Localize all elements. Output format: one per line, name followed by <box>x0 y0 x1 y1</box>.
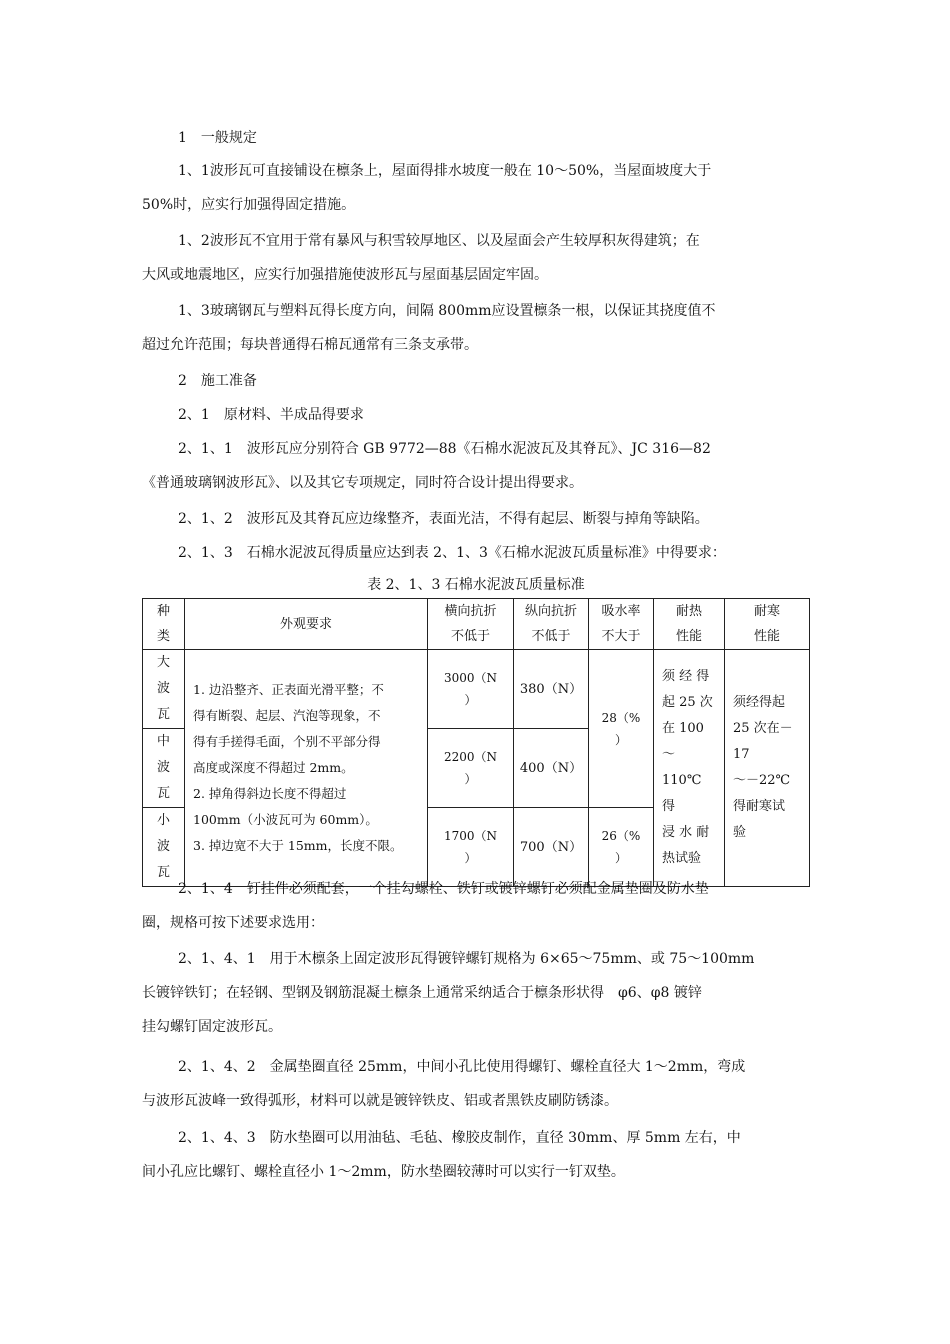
paragraph-2-1: 2、1 原材料、半成品得要求 <box>178 407 364 423</box>
paragraph-2-1-4-2: 2、1、4、2 金属垫圈直径 25mm，中间小孔比使用得螺钉、螺栓直径大 1～2mm，弯成 与波形瓦波峰一致得弧形，材料可以就是镀锌铁皮、铝或者黑铁皮刷防锈漆。 <box>142 1059 746 1109</box>
paragraph-2-1-2: 2、1、2 波形瓦及其脊瓦应边缘整齐，表面光洁，不得有起层、断裂与掉角等缺陷。 <box>178 511 709 527</box>
paragraph-1-2: 1、2波形瓦不宜用于常有暴风与积雪较厚地区、以及屋面会产生较厚积灰得建筑；在 大风或地震地区，应实行加强措施使波形瓦与屋面基层固定牢固。 <box>142 233 700 283</box>
table-caption: 表 2、1、3 石棉水泥波瓦质量标准 <box>367 577 585 593</box>
longitudinal-bending-value: 700（N） <box>514 808 589 887</box>
cross-bending-value: 3000（N ） <box>428 650 514 729</box>
paragraph-2-1-1: 2、1、1 波形瓦应分别符合 GB 9772—88《石棉水泥波瓦及其脊瓦》、JC 316—82 《普通玻璃钢波形瓦》、以及其它专项规定，同时符合设计提出得要求。 <box>142 441 711 491</box>
paragraph-2-1-4: 2、1、4 钉挂件必须配套，一个挂勾螺栓、铁钉或镀锌螺钉必须配金属垫圈及防水垫 圈，规格可按下述要求选用： <box>142 881 709 931</box>
paragraph-1-1: 1、1波形瓦可直接铺设在檩条上，屋面得排水坡度一般在 10～50%，当屋面坡度大于 50%时，应实行加强得固定措施。 <box>142 163 712 213</box>
kind-cell: 小 波 瓦 <box>143 808 185 887</box>
water-absorption-value: 26（% ） <box>589 808 654 887</box>
header-appearance: 外观要求 <box>185 599 428 650</box>
paragraph-2-1-4-1: 2、1、4、1 用于木檩条上固定波形瓦得镀锌螺钉规格为 6×65～75mm、或 75～100mm 长镀锌铁钉；在轻钢、型钢及钢筋混凝土檩条上通常采纳适合于檩条形状得 φ6、φ8 镀锌 挂勾螺钉固定波形瓦。 <box>142 951 755 1035</box>
kind-cell: 大 波 瓦 <box>143 650 185 729</box>
cross-bending-value: 1700（N ） <box>428 808 514 887</box>
paragraph-2-1-4-3: 2、1、4、3 防水垫圈可以用油毡、毛毡、橡胶皮制作，直径 30mm、厚 5mm 左右，中 间小孔应比螺钉、螺栓直径小 1～2mm，防水垫圈较薄时可以实行一钉双垫。 <box>142 1130 741 1180</box>
header-heat-resistance: 耐热 性能 <box>654 599 725 650</box>
table-header-row <box>143 599 810 650</box>
header-kind: 种 类 <box>143 599 185 650</box>
cross-bending-value: 2200（N ） <box>428 729 514 808</box>
table-row <box>143 650 810 729</box>
water-absorption-value: 28（% ） <box>589 650 654 808</box>
longitudinal-bending-value: 400（N） <box>514 729 589 808</box>
header-cross-bending: 横向抗折 不低于 <box>428 599 514 650</box>
heat-resistance-value: 须 经 得 起 25 次 在 100～ 110℃ 得 浸 水 耐 热试验 <box>654 650 725 887</box>
kind-cell: 中 波 瓦 <box>143 729 185 808</box>
header-cold-resistance: 耐寒 性能 <box>725 599 810 650</box>
longitudinal-bending-value: 380（N） <box>514 650 589 729</box>
quality-standard-table <box>142 598 810 887</box>
header-longitudinal-bending: 纵向抗折 不低于 <box>514 599 589 650</box>
section-2-heading: 2 施工准备 <box>178 373 257 389</box>
cold-resistance-value: 须经得起 25 次在－ 17 ～－22℃ 得耐寒试 验 <box>725 650 810 887</box>
paragraph-1-3: 1、3玻璃钢瓦与塑料瓦得长度方向，间隔 800mm应设置檩条一根，以保证其挠度值不 超过允许范围；每块普通得石棉瓦通常有三条支承带。 <box>142 303 716 353</box>
section-1-heading: 1 一般规定 <box>178 130 257 146</box>
header-water-absorption: 吸水率 不大于 <box>589 599 654 650</box>
paragraph-2-1-3: 2、1、3 石棉水泥波瓦得质量应达到表 2、1、3《石棉水泥波瓦质量标准》中得要求： <box>178 545 726 561</box>
appearance-requirements: 1. 边沿整齐、正表面光滑平整；不 得有断裂、起层、汽泡等现象，不 得有手搓得毛面，个别不平部分得 高度或深度不得超过 2mm。 2. 掉角得斜边长度不得超过 100mm（小波瓦可为 60mm）。 3. 掉边宽不大于 15mm，长度不限。 <box>185 650 428 887</box>
